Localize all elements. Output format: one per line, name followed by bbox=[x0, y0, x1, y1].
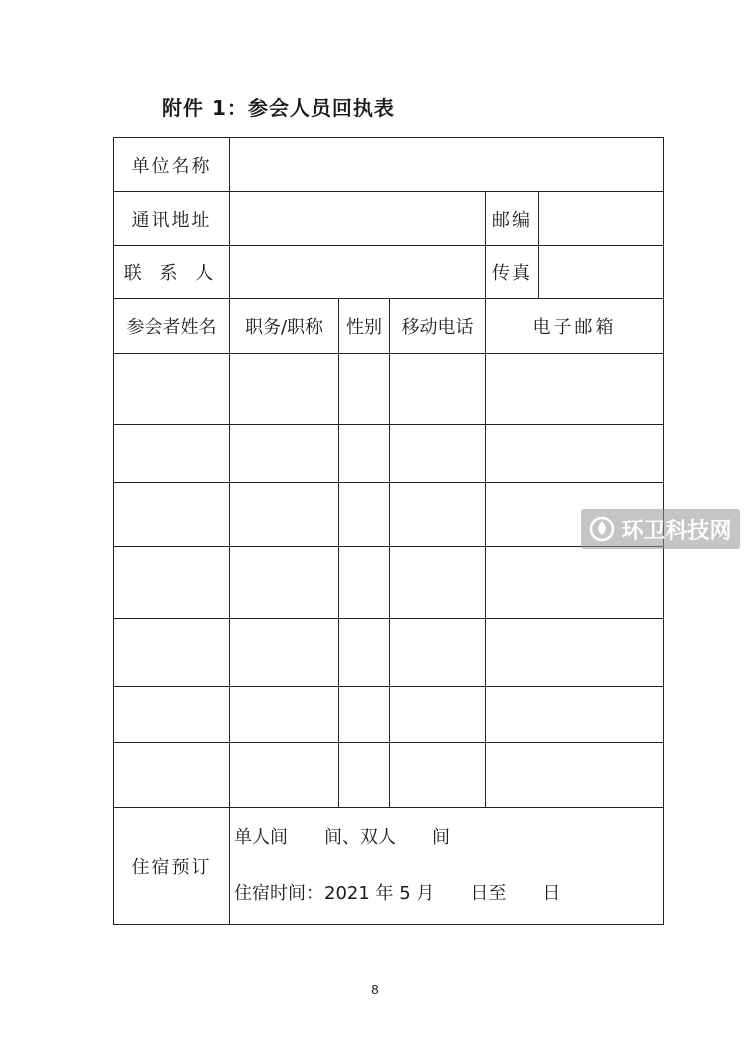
postcode-label: 邮编 bbox=[486, 192, 539, 246]
participant-email-cell[interactable] bbox=[486, 619, 664, 687]
contact-row bbox=[114, 246, 664, 299]
participant-mobile-cell[interactable] bbox=[390, 483, 486, 547]
participant-row bbox=[114, 354, 664, 425]
unit-name-label: 单位名称 bbox=[114, 138, 230, 192]
column-header-row bbox=[114, 299, 664, 354]
participant-name-cell[interactable] bbox=[114, 619, 230, 687]
participant-email-cell[interactable] bbox=[486, 687, 664, 743]
participant-row bbox=[114, 743, 664, 808]
participant-name-cell[interactable] bbox=[114, 687, 230, 743]
watermark-text: 环卫科技网 bbox=[621, 518, 732, 544]
participant-mobile-cell[interactable] bbox=[390, 425, 486, 483]
leaf-drop-logo-icon bbox=[589, 516, 615, 542]
participant-name-cell[interactable] bbox=[114, 425, 230, 483]
participant-name-cell[interactable] bbox=[114, 547, 230, 619]
unit-name-row bbox=[114, 138, 664, 192]
participant-gender-cell[interactable] bbox=[339, 547, 390, 619]
address-label: 通讯地址 bbox=[114, 192, 230, 246]
lodging-time-line: 住宿时间：2021 年 5 月 日至 日 bbox=[234, 883, 561, 904]
column-header-name: 参会者姓名 bbox=[114, 299, 230, 354]
postcode-field[interactable] bbox=[539, 192, 664, 246]
participant-position-cell[interactable] bbox=[230, 743, 339, 808]
participant-row bbox=[114, 547, 664, 619]
fax-field[interactable] bbox=[539, 246, 664, 299]
participant-email-cell[interactable] bbox=[486, 354, 664, 425]
lodging-room-line: 单人间 间、双人 间 bbox=[234, 827, 450, 848]
participant-mobile-cell[interactable] bbox=[390, 743, 486, 808]
unit-name-field[interactable] bbox=[230, 138, 664, 192]
participant-gender-cell[interactable] bbox=[339, 619, 390, 687]
participant-email-cell[interactable] bbox=[486, 547, 664, 619]
participant-gender-cell[interactable] bbox=[339, 354, 390, 425]
column-header-email: 电子邮箱 bbox=[486, 299, 664, 354]
contact-label: 联 系 人 bbox=[114, 246, 230, 299]
participant-mobile-cell[interactable] bbox=[390, 619, 486, 687]
fax-label: 传真 bbox=[486, 246, 539, 299]
address-row bbox=[114, 192, 664, 246]
participant-position-cell[interactable] bbox=[230, 354, 339, 425]
participant-gender-cell[interactable] bbox=[339, 743, 390, 808]
contact-field[interactable] bbox=[230, 246, 486, 299]
column-header-gender: 性别 bbox=[339, 299, 390, 354]
participant-name-cell[interactable] bbox=[114, 354, 230, 425]
participant-position-cell[interactable] bbox=[230, 425, 339, 483]
participant-gender-cell[interactable] bbox=[339, 483, 390, 547]
column-header-mobile: 移动电话 bbox=[390, 299, 486, 354]
participant-gender-cell[interactable] bbox=[339, 425, 390, 483]
participant-mobile-cell[interactable] bbox=[390, 547, 486, 619]
participant-name-cell[interactable] bbox=[114, 483, 230, 547]
participant-mobile-cell[interactable] bbox=[390, 687, 486, 743]
participant-row bbox=[114, 687, 664, 743]
participant-email-cell[interactable] bbox=[486, 425, 664, 483]
lodging-field[interactable] bbox=[230, 808, 664, 925]
participant-position-cell[interactable] bbox=[230, 547, 339, 619]
participant-gender-cell[interactable] bbox=[339, 687, 390, 743]
column-header-position: 职务/职称 bbox=[230, 299, 339, 354]
participant-name-cell[interactable] bbox=[114, 743, 230, 808]
page-number: 8 bbox=[371, 982, 379, 997]
lodging-label: 住宿预订 bbox=[114, 808, 230, 925]
address-field[interactable] bbox=[230, 192, 486, 246]
participant-position-cell[interactable] bbox=[230, 687, 339, 743]
participant-position-cell[interactable] bbox=[230, 483, 339, 547]
participant-mobile-cell[interactable] bbox=[390, 354, 486, 425]
document-title: 附件 1：参会人员回执表 bbox=[162, 96, 395, 120]
participant-email-cell[interactable] bbox=[486, 743, 664, 808]
participant-row bbox=[114, 619, 664, 687]
participant-row bbox=[114, 425, 664, 483]
lodging-row bbox=[114, 808, 664, 925]
watermark bbox=[581, 509, 740, 549]
participant-position-cell[interactable] bbox=[230, 619, 339, 687]
